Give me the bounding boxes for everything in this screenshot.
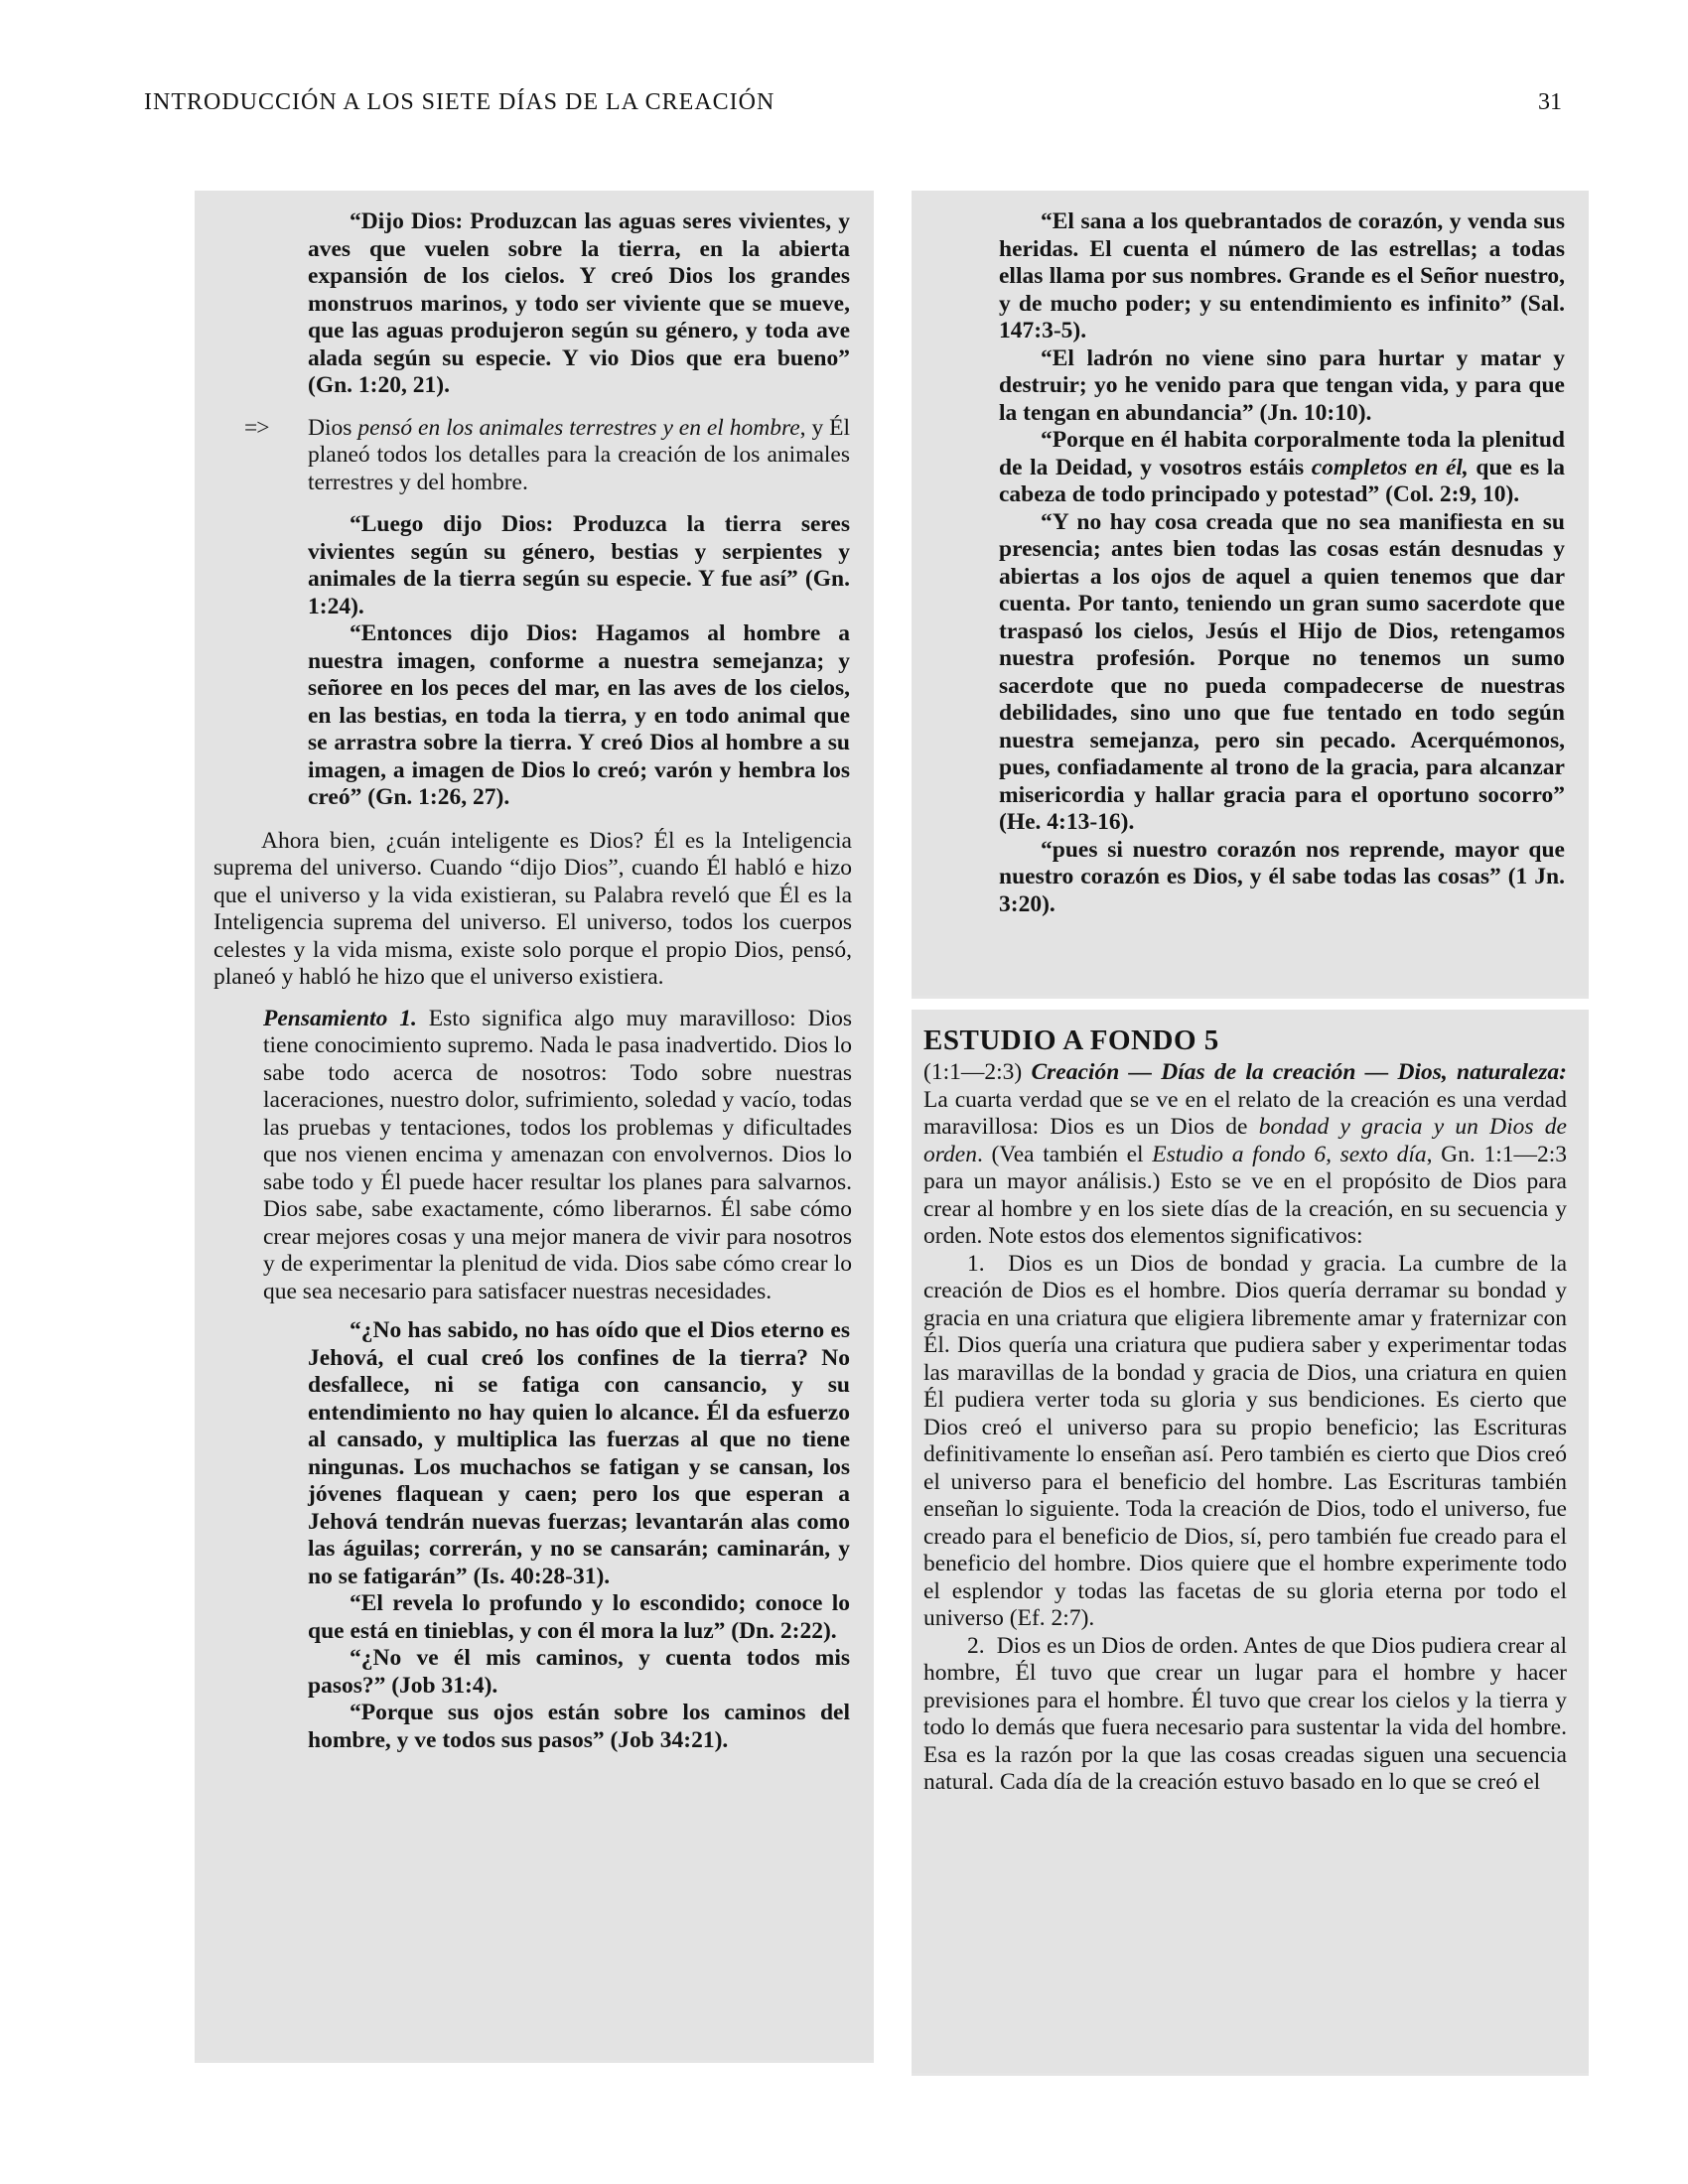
outline-point-text (308, 415, 850, 497)
scripture-quote-paragraph (999, 345, 1565, 428)
scripture-quote-block (308, 208, 850, 400)
estudio-intro-paragraph (923, 1059, 1567, 1251)
text-segment: . (Vea también el (976, 1141, 1153, 1167)
text-segment: Creación — Días de la creación — Dios, naturaleza: (1031, 1059, 1568, 1085)
estudio-a-fondo-panel (912, 1010, 1589, 2073)
scripture-quote-paragraph (308, 1590, 850, 1645)
text-segment: Pensamiento 1. (263, 1005, 417, 1031)
page-number: 31 (1538, 89, 1562, 115)
numbered-paragraph (923, 1251, 1567, 1633)
thought-paragraph (263, 1006, 852, 1306)
text-segment: , Gn. 1:1—2:3 para un mayor análisis.) Esto se ve en el propósito de Dios para crear al hombre y en los siete días de la creación, en su secuencia y orden. Note estos dos elementos significativos: (923, 1141, 1568, 1249)
text-segment: que es la cabeza de todo principado y potestad” (Col. 2:9, 10). (999, 454, 1565, 507)
commentary-paragraph (213, 828, 852, 992)
scripture-quote-paragraph (999, 208, 1565, 345)
scripture-quote-paragraph (999, 837, 1565, 919)
scripture-quote-paragraph (308, 1645, 850, 1700)
text-segment: Estudio a fondo 6, sexto día (1152, 1141, 1427, 1167)
scripture-quotes-panel (912, 191, 1589, 996)
text-segment: “El ladrón no viene sino para hurtar y matar y destruir; yo he venido para que tengan vida, y para que la tengan en abundancia” (Jn. 10:10). (999, 344, 1565, 426)
running-head-title: INTRODUCCIÓN A LOS SIETE DÍAS DE LA CREACIÓN (144, 89, 775, 115)
text-segment: “Porque sus ojos están sobre los caminos del hombre, y ve todos sus pasos” (Job 34:21). (308, 1700, 850, 1753)
text-segment: pensó en los animales terrestres y en el hombre (357, 414, 800, 441)
scripture-quote-block (999, 208, 1565, 918)
text-segment: “Dijo Dios: Produzcan las aguas seres vivientes, y aves que vuelen sobre la tierra, en la abierta expansión de los cielos. Y creó Dios los grandes monstruos marinos, y todo ser viviente que se mueve, que las aguas produjeron según su género, y toda ave alada según su especie. Y vio Dios que era bueno” (Gn. 1:20, 21). (308, 208, 850, 398)
text-segment: “¿No ve él mis caminos, y cuenta todos mis pasos?” (Job 31:4). (308, 1645, 850, 1699)
text-segment: “El sana a los quebrantados de corazón, y venda sus heridas. El cuenta el número de las estrellas; a todas ellas llama por sus nombres. Grande es el Señor nuestro, y de mucho poder; y su entendimiento es infinito” (Sal. 147:3-5). (999, 208, 1565, 343)
text-segment: “Y no hay cosa creada que no sea manifiesta en su presencia; antes bien todas las cosas están desnudas y abiertas a los ojos de aquel a quien tenemos que dar cuenta. Por tanto, teniendo un gran sumo sacerdote que traspasó los cielos, Jesús el Hijo de Dios, retengamos nuestra profesión. Porque no tenemos un sumo sacerdote que no pueda compadecerse de nuestras debilidades, sino uno que fue tentado en todo según nuestra semejanza, pero sin pecado. Acerquémonos, pues, confiadamente al trono de la gracia, para alcanzar misericordia y hallar gracia para el oportuno socorro” (He. 4:13-16). (999, 508, 1565, 835)
estudio-a-fondo-heading: ESTUDIO A FONDO 5 (923, 1024, 1219, 1056)
arrow-marker: => (244, 414, 269, 441)
text-segment: completos en él, (1311, 454, 1469, 480)
outline-point (244, 414, 850, 497)
text-segment: “Luego dijo Dios: Produzca la tierra seres vivientes según su género, bestias y serpientes y animales de la tierra según su especie. Y fue así” (Gn. 1:24). (308, 511, 850, 619)
text-segment: bondad y gracia y un Dios de orden (923, 1114, 1567, 1167)
text-segment: La cuarta verdad que se ve en el relato de la creación es una verdad maravillosa: Dios es un Dios de (923, 1086, 1567, 1140)
running-head (144, 89, 1562, 117)
scripture-quote-paragraph (308, 1317, 850, 1590)
text-segment: 2. Dios es un Dios de orden. Antes de que Dios pudiera crear al hombre, Él tuvo que crear un lugar para el hombre y hacer previsiones para el hombre. Él tuvo que crear los cielos y la tierra y todo lo demás que fuera necesario para sustentar la vida del hombre. Esa es la razón por la que las cosas creadas siguen una secuencia natural. Cada día de la creación estuvo basado en lo que se creó el (923, 1632, 1567, 1795)
numbered-paragraph (923, 1633, 1567, 1797)
text-segment: Dios (308, 414, 358, 441)
text-segment: “¿No has sabido, no has oído que el Dios eterno es Jehová, el cual creó los confines de la tierra? No desfallece, ni se fatiga con cansancio, y su entendimiento no hay quien lo alcance. Él da esfuerzo al cansado, y multiplica las fuerzas al que no tiene ningunas. Los muchachos se fatigan y se cansan, los jóvenes flaquean y caen; pero los que esperan a Jehová tendrán nuevas fuerzas; levantarán alas como las águilas; correrán, y no se cansarán; caminarán, y no se fatigarán” (Is. 40:28-31). (308, 1317, 850, 1589)
right-column (912, 191, 1589, 2073)
scripture-quote-block (308, 1317, 850, 1754)
text-segment: Esto significa algo muy maravilloso: Dios tiene conocimiento supremo. Nada le pasa inadvertido. Dios lo sabe todo acerca de nosotros: Todo sobre nuestras laceraciones, nuestro dolor, sufrimiento, soledad y vacío, todas las pruebas y tentaciones, todos los problemas y dificultades que nos vienen encima y amenazan con envolvernos. Dios lo sabe todo y Él puede hacer resultar los planes para salvarnos. Dios sabe, sabe exactamente, cómo liberarnos. Él sabe cómo crear mejores cosas y una mejor manera de vivir para nosotros y de experimentar la plenitud de vida. Dios sabe cómo crear lo que sea necesario para satisfacer nuestras necesidades. (263, 1005, 852, 1304)
scripture-quote-paragraph (308, 511, 850, 620)
text-segment: “Entonces dijo Dios: Hagamos al hombre a nuestra imagen, conforme a nuestra semejanza; y señoree en los peces del mar, en las aves de los cielos, en las bestias, en toda la tierra, y en todo animal que se arrastra sobre la tierra. Y creó Dios al hombre a su imagen, a imagen de Dios lo creó; varón y hembra los creó” (Gn. 1:26, 27). (308, 620, 850, 810)
text-segment: “Porque en él habita corporalmente toda la plenitud de la Deidad, y vosotros estáis (999, 427, 1565, 480)
text-segment: “El revela lo profundo y lo escondido; conoce lo que está en tinieblas, y con él mora la luz” (Dn. 2:22). (308, 1590, 850, 1644)
left-column-panel (195, 191, 874, 2060)
scripture-quote-paragraph (308, 1700, 850, 1754)
scripture-quote-block (308, 511, 850, 812)
text-segment: Ahora bien, ¿cuán inteligente es Dios? Él es la Inteligencia suprema del universo. Cuando “dijo Dios”, cuando Él habló e hizo que el universo y la vida existieran, su Palabra reveló que Él es la Inteligencia suprema del universo. El universo, todos los cuerpos celestes y la vida misma, existe solo porque el propio Dios, pensó, planeó y habló he hizo que el universo existiera. (213, 827, 852, 990)
text-segment: (1:1—2:3) (923, 1059, 1032, 1085)
text-segment: 1. Dios es un Dios de bondad y gracia. La cumbre de la creación de Dios es el hombre. Dios quería derramar su bondad y gracia en una criatura que eligiera libremente amar y fraternizar con Él. Dios quería una criatura que pudiera saber y experimentar todas las maravillas de la bondad y gracia de Dios, una criatura en quien Él pudiera verter toda su gloria y sus bendiciones. Es cierto que Dios creó el universo para su propio beneficio; las Escrituras definitivamente lo enseñan así. Pero también es cierto que Dios creó el universo para el beneficio del hombre. Las Escrituras también enseñan lo siguiente. Toda la creación de Dios, todo el universo, fue creado para el beneficio de Dios, sí, pero también fue creado para el beneficio del hombre. Dios quiere que el hombre experimente todo el esplendor y todas las facetas de su gloria eterna por todo el universo (Ef. 2:7). (923, 1250, 1567, 1631)
scripture-quote-paragraph (308, 620, 850, 812)
text-segment: , y Él planeó todos los detalles para la creación de los animales terrestres y del hombre. (308, 414, 850, 495)
estudio-a-fondo-body (912, 1059, 1589, 1797)
scripture-quote-paragraph (308, 208, 850, 400)
scripture-quote-paragraph (999, 509, 1565, 837)
text-segment: “pues si nuestro corazón nos reprende, mayor que nuestro corazón es Dios, y él sabe todas las cosas” (1 Jn. 3:20). (999, 836, 1565, 917)
scripture-quote-paragraph (999, 427, 1565, 509)
